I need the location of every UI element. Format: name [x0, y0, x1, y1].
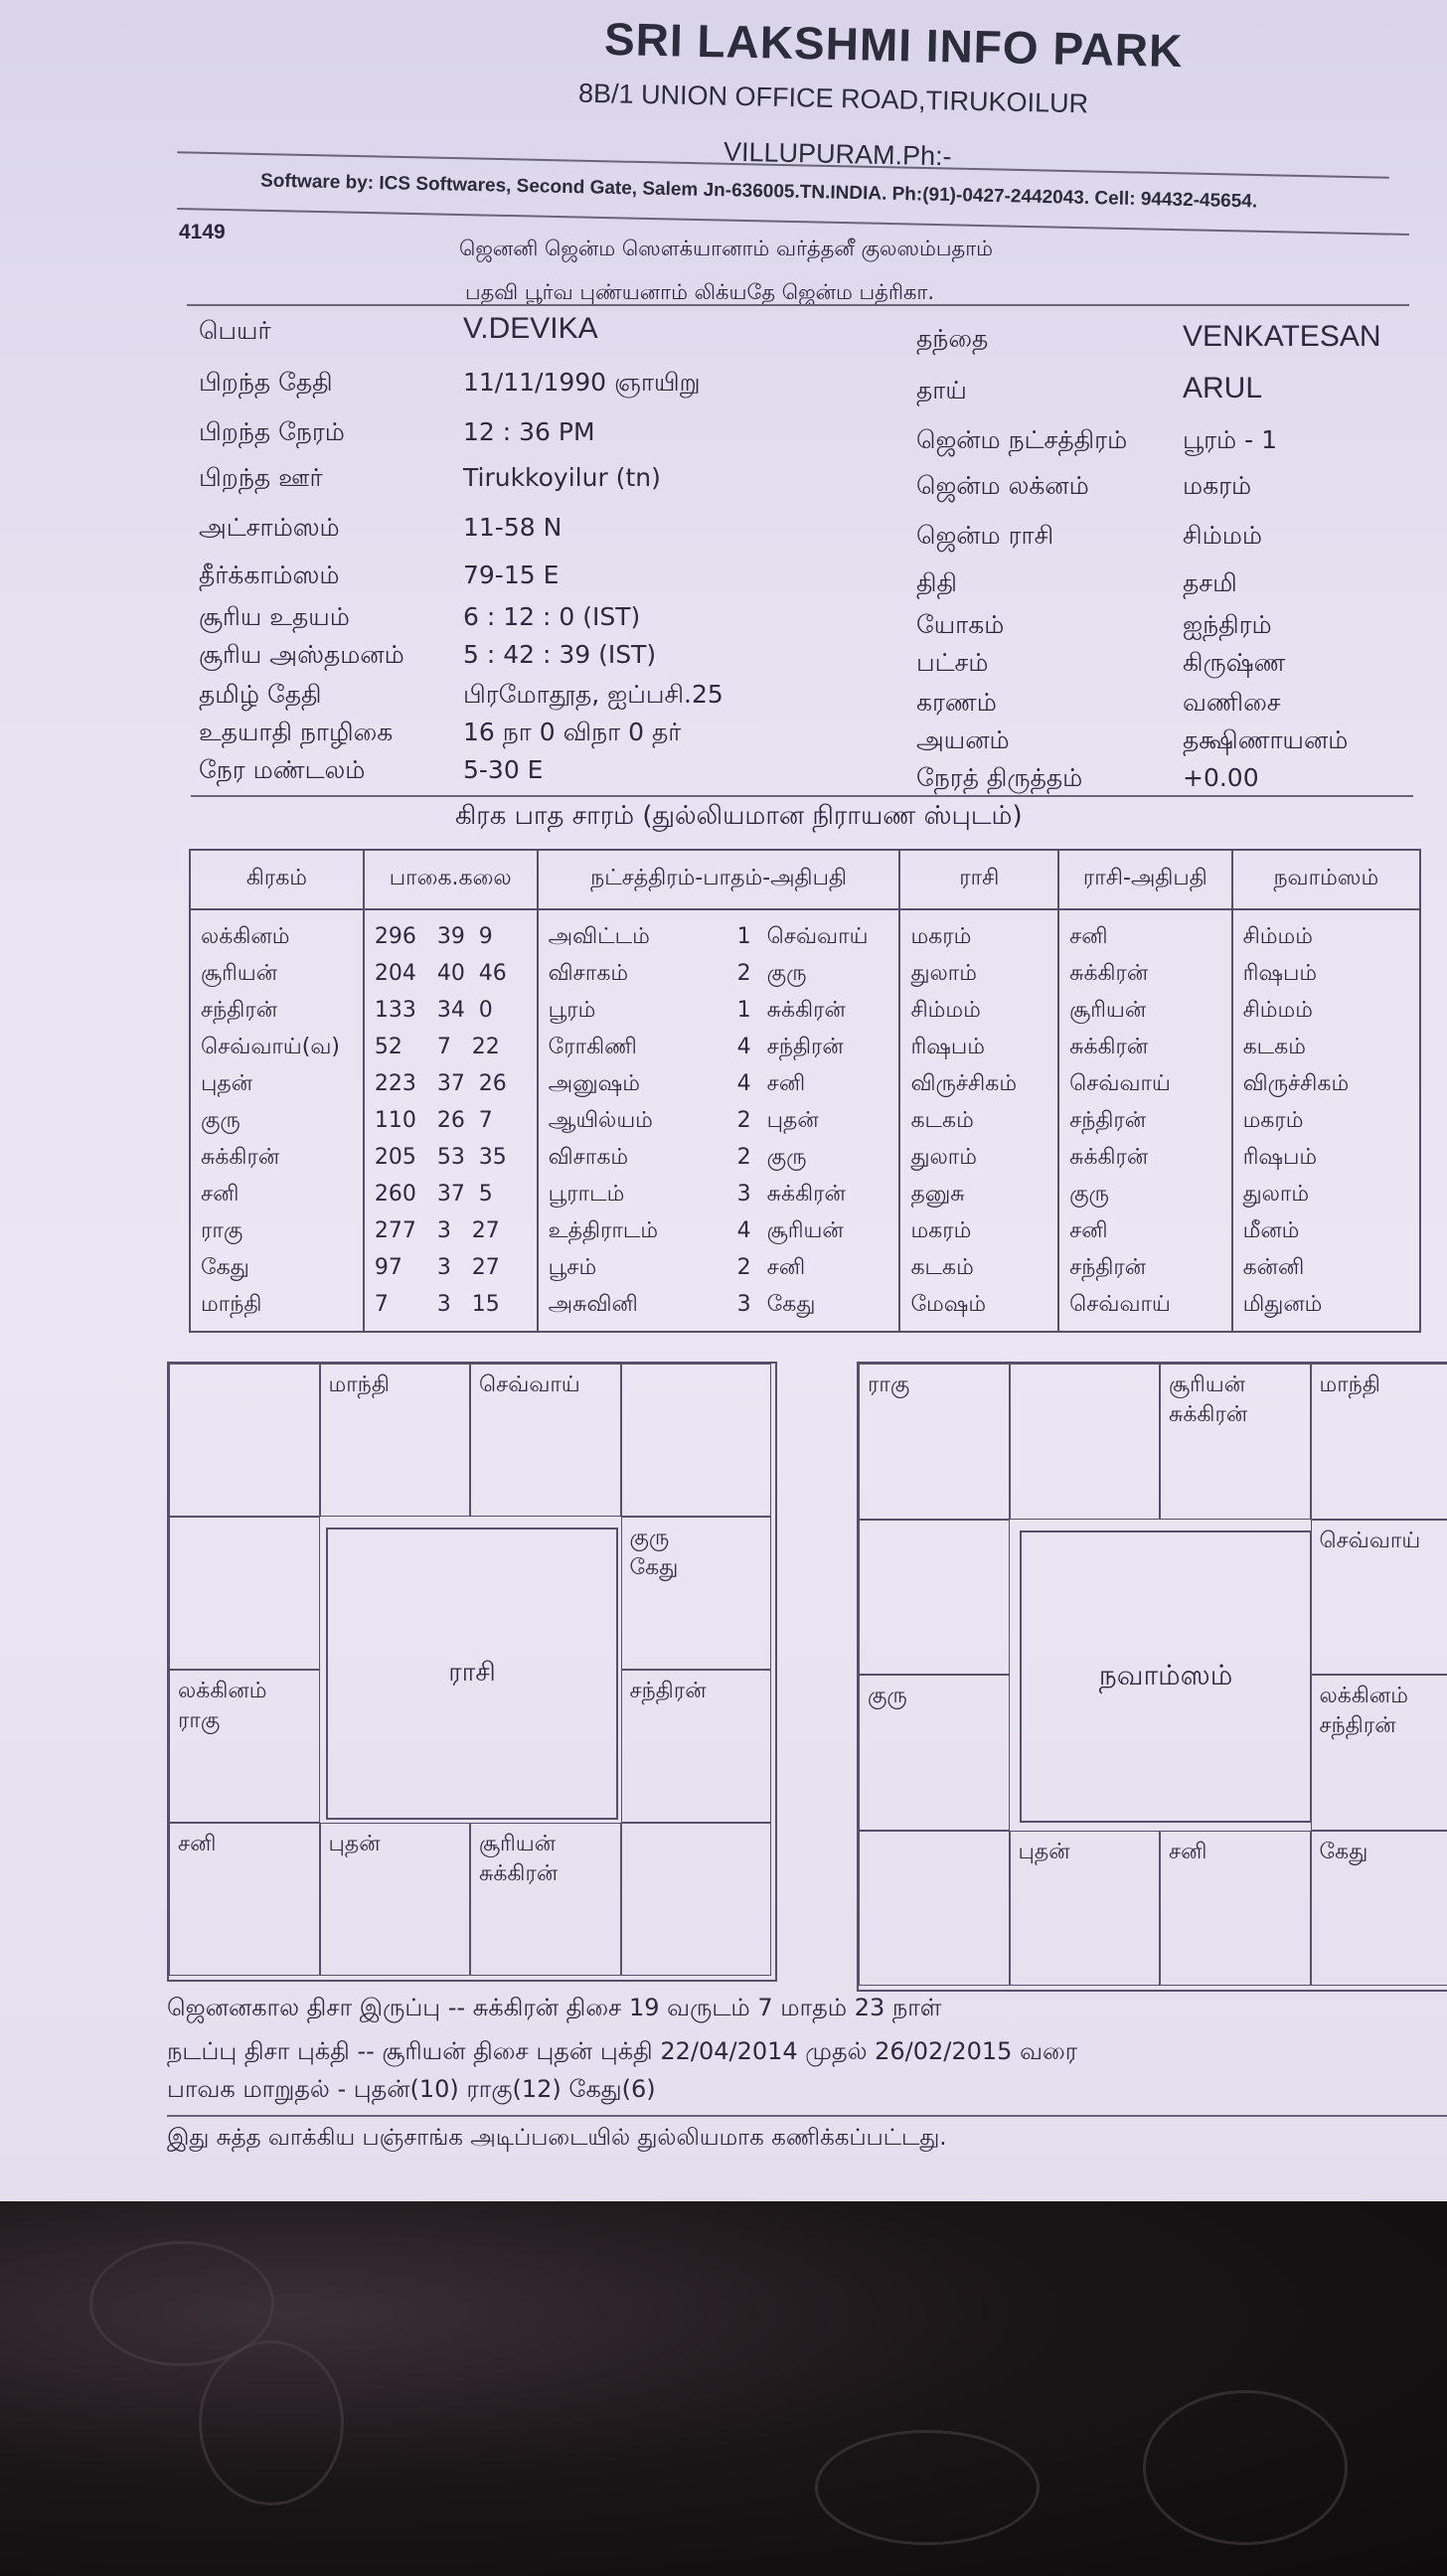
navamsam-column [1232, 909, 1420, 1332]
detail-value: Tirukkoyilur (tn) [463, 463, 661, 492]
nakshatra-name: பூசம் [548, 1255, 597, 1280]
detail-label: அட்சாம்ஸம் [199, 513, 340, 542]
detail-label: தமிழ் தேதி [199, 680, 322, 709]
nakshatra-name: ஆயில்யம் [548, 1108, 653, 1133]
detail-label: தாய் [916, 376, 967, 404]
chart-house [320, 1364, 471, 1517]
chart-house [1311, 1675, 1447, 1831]
chart-house [859, 1520, 1010, 1676]
detail-value: பிரமோதூத, ஐப்பசி.25 [463, 680, 724, 709]
details-rule [191, 795, 1413, 797]
nakshatra-entry [549, 1139, 889, 1176]
detail-label: பிறந்த நேரம் [199, 417, 345, 446]
chart-house [859, 1364, 1010, 1520]
detail-value: தக்ஷிணாயனம் [1183, 725, 1349, 754]
chart-house [1311, 1520, 1447, 1676]
table-column-header: ராசி-அதிபதி [1058, 850, 1231, 909]
nakshatra-entry [549, 1065, 889, 1102]
detail-label: தீர்க்காம்ஸம் [199, 561, 340, 589]
table-column-header: ராசி [899, 850, 1058, 909]
navamsam-name: சிம்மம் [1242, 924, 1313, 949]
verse-line-2: பதவி பூர்வ புண்யனாம் லிக்யதே ஜென்ம பத்ரிகா. [465, 280, 935, 304]
house-planet: குரு [868, 1684, 907, 1708]
rasi-name: சிம்மம் [910, 998, 981, 1023]
detail-label: பிறந்த ஊர் [199, 463, 323, 492]
software-credit: Software by: ICS Softwares, Second Gate, Salem Jn-636005.TN.INDIA. Ph:(91)-0427-2442043. Cell: 94432-45654. [259, 170, 1258, 213]
table-title: கிரக பாத சாரம் (துல்லியமான நிராயண ஸ்புடம்) [455, 801, 1023, 831]
detail-label: நேரத் திருத்தம் [916, 763, 1083, 792]
nakshatra-adhipathi: செவ்வாய் [766, 924, 869, 949]
detail-label: பட்சம் [916, 648, 989, 677]
rasi-adhipathi: குரு [1069, 1182, 1109, 1207]
detail-value: வணிசை [1183, 688, 1281, 717]
accuracy-note: இது சுத்த வாக்கிய பஞ்சாங்க அடிப்படையில் துல்லியமாக கணிக்கப்பட்டது. [167, 2125, 947, 2151]
chart-house [320, 1823, 471, 1976]
house-planet: புதன் [328, 1832, 381, 1856]
detail-value: 11-58 N [463, 513, 563, 542]
graha-bhagai: 97 3 27 [374, 1255, 500, 1280]
nakshatra-entry [549, 1176, 889, 1212]
house-planet: லக்கினம் [178, 1679, 267, 1703]
detail-label: யோகம் [916, 610, 1005, 639]
table-body-row [190, 909, 1420, 1332]
nakshatra-name: விசாகம் [548, 961, 629, 986]
detail-label: பெயர் [199, 316, 271, 345]
detail-value: +0.00 [1183, 763, 1259, 792]
nakshatra-adhipathi: குரு [766, 1145, 807, 1170]
table-column-header: நவாம்ஸம் [1232, 850, 1420, 909]
chart-house [1311, 1364, 1447, 1520]
detail-label: தந்தை [916, 324, 989, 353]
rasi-name: தனுசு [910, 1182, 965, 1207]
chart-house [621, 1670, 772, 1823]
chart-house [1010, 1364, 1161, 1520]
navamsam-name: துலாம் [1242, 1182, 1310, 1207]
house-planet: சனி [1169, 1839, 1207, 1864]
nakshatra-adhipathi: சனி [766, 1255, 806, 1280]
rasi-name: மகரம் [910, 1218, 972, 1243]
background-fabric [0, 2201, 1447, 2576]
detail-value: 79-15 E [463, 561, 560, 589]
graha-name: சந்திரன் [201, 998, 278, 1023]
detail-value: ஐந்திரம் [1183, 610, 1272, 639]
rasi-name: மகரம் [910, 924, 972, 949]
detail-label: ஜென்ம லக்னம் [916, 471, 1089, 500]
house-planet: லக்கினம் [1319, 1684, 1408, 1708]
detail-label: ஜென்ம நட்சத்திரம் [916, 425, 1128, 454]
rasi-adhipathi: சூரியன் [1069, 998, 1147, 1023]
detail-label: உதயாதி நாழிகை [199, 718, 394, 746]
nakshatra-entry [549, 918, 889, 955]
bhagai-column [364, 909, 538, 1332]
rasi-name: கடகம் [910, 1255, 974, 1280]
nakshatra-name: விசாகம் [548, 1145, 629, 1170]
detail-label: சூரிய உதயம் [199, 602, 350, 631]
graha-name: லக்கினம் [201, 924, 290, 949]
rasi-name: ரிஷபம் [910, 1035, 985, 1059]
detail-value: பூரம் - 1 [1183, 425, 1277, 454]
detail-value: 12 : 36 PM [463, 417, 595, 446]
nakshatra-name: அவிட்டம் [548, 924, 650, 949]
graha-bhagai: 296 39 9 [374, 924, 493, 949]
graha-bhagai: 205 53 35 [374, 1145, 507, 1170]
business-city: VILLUPURAM.Ph:- [723, 136, 952, 172]
graha-name: புதன் [201, 1071, 253, 1096]
nakshatra-adhipathi: கேது [766, 1292, 816, 1317]
table-header-row [190, 850, 1420, 909]
nakshatra-entry [549, 992, 889, 1029]
house-planet: சுக்கிரன் [1169, 1402, 1248, 1427]
detail-value: V.DEVIKA [463, 312, 598, 345]
rasi-chart-title: ராசி [326, 1528, 618, 1820]
chart-house [621, 1823, 772, 1976]
nakshatra-padam: 2 [736, 1255, 751, 1280]
graha-name: மாந்தி [201, 1292, 262, 1317]
bhava-change: பாவக மாறுதல் - புதன்(10) ராகு(12) கேது(6) [167, 2075, 656, 2103]
rasi-adhipathi: சந்திரன் [1069, 1108, 1147, 1133]
rasi-adhipathi: சந்திரன் [1069, 1255, 1147, 1280]
house-planet: மாந்தி [1319, 1372, 1380, 1397]
detail-value: கிருஷ்ண [1183, 648, 1286, 677]
nakshatra-name: ரோகிணி [548, 1035, 637, 1059]
graha-name: ராகு [201, 1218, 243, 1243]
table-column-header: நட்சத்திரம்-பாதம்-அதிபதி [538, 850, 900, 909]
graha-bhagai: 7 3 15 [374, 1292, 500, 1317]
chart-house [621, 1364, 772, 1517]
nakshatra-adhipathi: குரு [766, 961, 807, 986]
chart-house [169, 1823, 320, 1976]
navamsam-name: கடகம் [1242, 1035, 1306, 1059]
house-planet: சந்திரன் [629, 1679, 707, 1703]
chart-house [1311, 1831, 1447, 1987]
graha-bhagai: 133 34 0 [374, 998, 493, 1023]
house-planet: செவ்வாய் [479, 1372, 580, 1397]
navamsa-chart [857, 1362, 1447, 1992]
house-planet: குரு [629, 1526, 670, 1550]
detail-value: 6 : 12 : 0 (IST) [463, 602, 641, 631]
nakshatra-adhipathi: புதன் [766, 1108, 819, 1133]
detail-value: VENKATESAN [1183, 320, 1381, 353]
rasi-adhipathi: சனி [1069, 924, 1108, 949]
nakshatra-padam: 1 [736, 924, 751, 949]
detail-label: சூரிய அஸ்தமனம் [199, 640, 404, 669]
nakshatra-padam: 4 [736, 1218, 751, 1243]
rasi-adhipathi: சுக்கிரன் [1069, 1035, 1149, 1059]
chart-house [1160, 1831, 1311, 1987]
chart-house [470, 1364, 621, 1517]
graha-name: செவ்வாய்(வ) [201, 1035, 340, 1059]
rasi-chart [167, 1362, 777, 1982]
navamsam-name: விருச்சிகம் [1242, 1071, 1350, 1096]
nakshatra-column [538, 909, 900, 1332]
nakshatra-padam: 2 [736, 961, 751, 986]
detail-value: தசமி [1183, 568, 1237, 597]
chart-house [169, 1364, 320, 1517]
rasi-name: மேஷம் [910, 1292, 987, 1317]
nakshatra-entry [549, 1102, 889, 1139]
detail-value: ARUL [1183, 372, 1263, 404]
navamsam-name: சிம்மம் [1242, 998, 1313, 1023]
detail-label: நேர மண்டலம் [199, 755, 366, 784]
rasi-adhipathi: சுக்கிரன் [1069, 961, 1149, 986]
detail-label: கரணம் [916, 688, 997, 717]
house-planet: கேது [629, 1555, 679, 1580]
graha-bhagai: 110 26 7 [374, 1108, 493, 1133]
nakshatra-adhipathi: சுக்கிரன் [766, 998, 846, 1023]
graha-column [190, 909, 364, 1332]
nakshatra-padam: 1 [736, 998, 751, 1023]
house-planet: சந்திரன் [1319, 1713, 1396, 1738]
nakshatra-entry [549, 1249, 889, 1286]
detail-label: அயனம் [916, 725, 1010, 754]
detail-value: 5 : 42 : 39 (IST) [463, 640, 657, 669]
nakshatra-entry [549, 955, 889, 992]
graha-name: குரு [201, 1108, 241, 1133]
house-planet: சூரியன் [479, 1832, 557, 1856]
graha-bhagai: 52 7 22 [374, 1035, 500, 1059]
nakshatra-padam: 2 [736, 1145, 751, 1170]
detail-label: ஜென்ம ராசி [916, 521, 1054, 550]
nakshatra-entry [549, 1212, 889, 1249]
nakshatra-padam: 4 [736, 1035, 751, 1059]
rasi-adhipathi: செவ்வாய் [1069, 1071, 1171, 1096]
detail-label: திதி [916, 568, 957, 597]
rasi-name: விருச்சிகம் [910, 1071, 1018, 1096]
house-planet: சனி [178, 1832, 217, 1856]
business-address: 8B/1 UNION OFFICE ROAD,TIRUKOILUR [577, 78, 1089, 119]
nakshatra-adhipathi: சந்திரன் [766, 1035, 844, 1059]
chart-house [1160, 1364, 1311, 1520]
detail-value: 11/11/1990 ஞாயிறு [463, 368, 701, 397]
detail-value: மகரம் [1183, 471, 1252, 500]
graha-bhagai: 223 37 26 [374, 1071, 507, 1096]
graha-bhagai: 260 37 5 [374, 1182, 493, 1207]
nakshatra-adhipathi: சனி [766, 1071, 806, 1096]
house-planet: புதன் [1018, 1839, 1070, 1864]
navamsam-name: மகரம் [1242, 1108, 1304, 1133]
nakshatra-adhipathi: சுக்கிரன் [766, 1182, 846, 1207]
nakshatra-padam: 3 [736, 1292, 751, 1317]
nakshatra-name: பூராடம் [548, 1182, 625, 1207]
dasa-balance: ஜெனனகால திசா இருப்பு -- சுக்கிரன் திசை 19 வருடம் 7 மாதம் 23 நாள் [167, 1994, 942, 2021]
nakshatra-name: உத்திராடம் [548, 1218, 659, 1243]
nakshatra-entry [549, 1029, 889, 1065]
graha-bhagai: 277 3 27 [374, 1218, 500, 1243]
detail-value: 16 நா 0 விநா 0 தர் [463, 718, 682, 746]
rasi-name: துலாம் [910, 1145, 977, 1170]
house-planet: சூரியன் [1169, 1372, 1246, 1397]
nakshatra-name: அனுஷம் [548, 1071, 640, 1096]
rasi-adhipathi: சனி [1069, 1218, 1108, 1243]
chart-house [470, 1823, 621, 1976]
rasi-name: துலாம் [910, 961, 977, 986]
business-title: SRI LAKSHMI INFO PARK [603, 12, 1184, 78]
house-planet: கேது [1319, 1839, 1368, 1864]
nakshatra-entry [549, 1286, 889, 1323]
table-column-header: பாகை.கலை [364, 850, 538, 909]
detail-label: பிறந்த தேதி [199, 368, 333, 397]
house-planet: செவ்வாய் [1319, 1528, 1421, 1553]
house-planet: சுக்கிரன் [479, 1861, 559, 1886]
nakshatra-name: அசுவினி [548, 1292, 638, 1317]
chart-house [169, 1670, 320, 1823]
graha-name: கேது [201, 1255, 249, 1280]
document-number: 4149 [179, 221, 226, 243]
chart-house [859, 1675, 1010, 1831]
graha-name: சனி [201, 1182, 240, 1207]
navamsam-name: மீனம் [1242, 1218, 1300, 1243]
house-planet: மாந்தி [328, 1372, 390, 1397]
nakshatra-name: பூரம் [548, 998, 596, 1023]
verse-line-1: ஜெனனி ஜென்ம ஸௌக்யானாம் வர்த்தனீ குலஸம்பதாம் [459, 237, 994, 260]
graha-name: சுக்கிரன் [201, 1145, 280, 1170]
nakshatra-padam: 2 [736, 1108, 751, 1133]
navamsam-name: ரிஷபம் [1242, 961, 1318, 986]
detail-value: 5-30 E [463, 755, 544, 784]
navamsa-chart-title: நவாம்ஸம் [1020, 1530, 1312, 1823]
detail-value: சிம்மம் [1183, 521, 1262, 550]
rasi-adhipathi: சுக்கிரன் [1069, 1145, 1149, 1170]
nakshatra-padam: 3 [736, 1182, 751, 1207]
current-dasa-bhukti: நடப்பு திசா புக்தி -- சூரியன் திசை புதன் புக்தி 22/04/2014 முதல் 26/02/2015 வரை [167, 2037, 1078, 2065]
chart-house [859, 1831, 1010, 1987]
graha-bhagai: 204 40 46 [374, 961, 507, 986]
navamsam-name: கன்னி [1242, 1255, 1305, 1280]
house-planet: ராகு [178, 1708, 221, 1733]
chart-house [1010, 1831, 1161, 1987]
navamsam-name: ரிஷபம் [1242, 1145, 1318, 1170]
planet-position-table [189, 849, 1421, 1333]
house-planet: ராகு [868, 1372, 910, 1397]
rasi-adhipathi: செவ்வாய் [1069, 1292, 1171, 1317]
chart-house [169, 1517, 320, 1670]
table-column-header: கிரகம் [190, 850, 364, 909]
nakshatra-padam: 4 [736, 1071, 751, 1096]
navamsam-name: மிதுனம் [1242, 1292, 1323, 1317]
rasi-name: கடகம் [910, 1108, 974, 1133]
rasi-column [899, 909, 1058, 1332]
chart-house [621, 1517, 772, 1670]
verse-rule [187, 304, 1409, 306]
nakshatra-adhipathi: சூரியன் [766, 1218, 844, 1243]
rasi-adhipathi-column [1058, 909, 1231, 1332]
graha-name: சூரியன் [201, 961, 278, 986]
footer-rule [167, 2115, 1447, 2117]
